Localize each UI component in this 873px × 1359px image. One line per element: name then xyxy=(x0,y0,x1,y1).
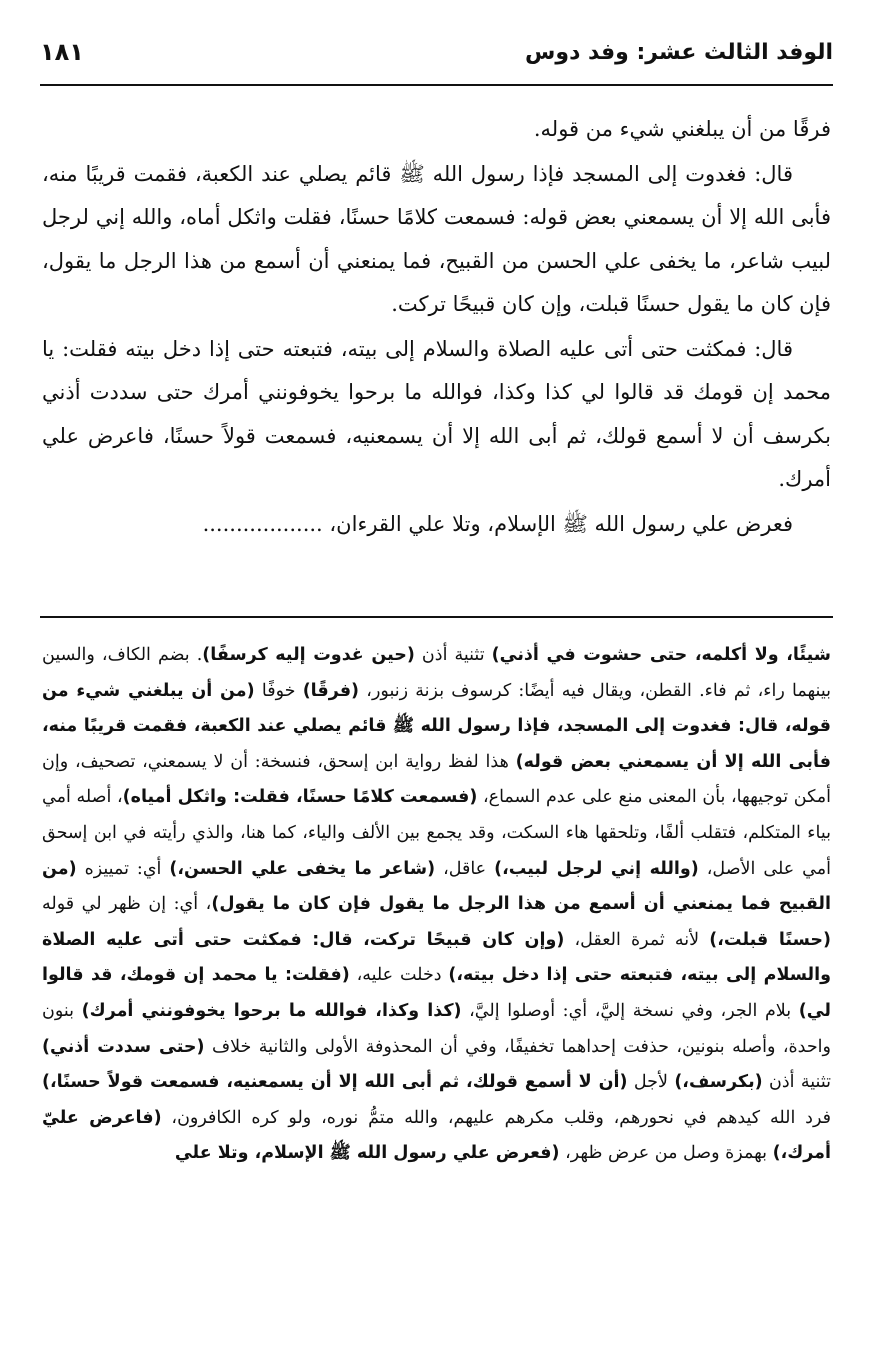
commentary-quote: (من القبيح فما يمنعني أن أسمع من هذا الرجل ما يقول فإن كان ما يقول) xyxy=(42,858,831,915)
commentary-quote: (بكرسف،) xyxy=(674,1072,763,1093)
commentary-text: بهمزة وصل من عرض ظهر، xyxy=(559,1143,773,1164)
commentary-text: بلام الجر، وفي نسخة إليَّ، أي: أوصلوا إليَّ، xyxy=(461,1000,799,1021)
commentary-quote: (فسمعت كلامًا حسنًا، فقلت: واثكل أمياه) xyxy=(122,787,478,808)
main-paragraph: فعرض علي رسول الله ﷺ الإسلام، وتلا علي القرءان، .................. xyxy=(202,511,793,536)
commentary-quote: (من أن يبلغني شيء من قوله، قال: فغدوت إلى المسجد، فإذا رسول الله ﷺ قائم يصلي عند الكعبة، فقمت قريبًا منه، فأبى الله إلا أن يسمعني بعض قوله) xyxy=(42,680,831,772)
commentary-text: خوفًا xyxy=(254,680,303,701)
commentary-quote: (فقلت: يا محمد إن قومك، قد قالوا لي) xyxy=(42,965,831,1021)
commentary-text: . بضم الكاف، والسين بينهما راء، ثم فاء. القطن، ويقال فيه أيضًا: كرسوف بزنة زنبور، xyxy=(42,645,831,701)
commentary-quote: شيئًا، ولا أكلمه، حتى حشوت في أذني) xyxy=(491,645,831,665)
commentary-quote: (حتى سددت أذني) xyxy=(42,1036,205,1057)
commentary-quote: (أن لا أسمع قولك، ثم أبى الله إلا أن يسمعنيه، فسمعت قولاً حسنًا،) xyxy=(42,1072,628,1093)
main-paragraph: فرقًا من أن يبلغني شيء من قوله. xyxy=(533,117,831,141)
main-paragraph: قال: فمكثت حتى أتى عليه الصلاة والسلام إلى بيته، فتبعته حتى إذا دخل بيته فقلت: يا محمد إن قومك قد قالوا لي كذا وكذا، فوالله ما برحوا يخوفونني أمرك حتى سددت أذني بكرسف أن لا أسمع قولك، ثم أبى الله إلا أن يسمعنيه، فسمعت قولاً حسنًا، فاعرض علي أمرك. xyxy=(42,336,831,491)
commentary-quote: (حين غدوت إليه كرسفًا) xyxy=(202,645,415,665)
commentary-text: ، أي: إن ظهر لي قوله xyxy=(42,894,212,915)
commentary-text: لأنه ثمرة العقل، xyxy=(564,929,710,950)
commentary-quote: (كذا وكذا، فوالله ما برحوا يخوفونني أمرك) xyxy=(81,1000,462,1021)
commentary-text: لأجل xyxy=(627,1072,675,1093)
main-paragraph: قال: فغدوت إلى المسجد فإذا رسول الله ﷺ قائم يصلي عند الكعبة، فقمت قريبًا منه، فأبى الله إلا أن يسمعني بعض قوله: فسمعت كلامًا حسنًا، فقلت واثكل أماه، والله إني لرجل لبيب شاعر، ما يخفى علي الحسن من القبيح، فما يمنعني أن أسمع من هذا الرجل ما يقول، فإن كان ما يقول حسنًا قبلت، وإن كان قبيحًا تركت. xyxy=(42,161,831,316)
commentary-text: ، أصله أمي بياء المتكلم، فتقلب ألفًا، وتلحقها هاء السكت، وقد يجمع بين الألف والياء، كما هنا، والذي رأيته في ابن إسحق أمي على الأصل، xyxy=(42,787,831,879)
commentary-quote: (فرقًا) xyxy=(302,680,360,701)
page-header xyxy=(40,34,833,82)
commentary-quote: (فعرض علي رسول الله ﷺ الإسلام، وتلا علي xyxy=(174,1143,560,1164)
commentary-text: تثنية أذن xyxy=(414,645,492,665)
commentary-text: فرد الله كيدهم في نحورهم، وقلب مكرهم عليهم، والله متمُّ نوره، ولو كره الكافرون، xyxy=(161,1107,831,1128)
commentary-text: عاقل، xyxy=(435,858,495,879)
commentary-text: بنون واحدة، وأصله بنونين، حذفت إحداهما تخفيفًا، وفي أن المحذوفة الأولى والثانية خلاف xyxy=(42,1000,831,1057)
commentary-quote: (شاعر ما يخفى علي الحسن،) xyxy=(169,858,436,879)
header-rule xyxy=(40,84,833,86)
page-number: ١٨١ xyxy=(40,38,84,66)
commentary-text: دخلت عليه، xyxy=(349,965,449,986)
commentary-quote: (والله إني لرجل لبيب،) xyxy=(494,858,699,879)
commentary-quote: (فاعرض عليّ أمرك،) xyxy=(42,1107,831,1164)
commentary-text: هذا لفظ رواية ابن إسحق، فنسخة: أن لا يسمعني، تصحيف، وإن أمكن توجيهها، بأن المعنى منع على عدم السماع، xyxy=(42,751,832,808)
commentary-text: أي: تمييزه xyxy=(76,858,170,879)
commentary-quote: (وإن كان قبيحًا تركت، قال: فمكثت حتى أتى عليه الصلاة والسلام إلى بيته، فتبعته حتى إذا دخل بيته،) xyxy=(42,929,831,986)
commentary-quote: (حسنًا قبلت،) xyxy=(709,929,831,950)
commentary-text: تثنية أذن xyxy=(762,1072,831,1093)
footnote-commentary xyxy=(42,638,831,1172)
running-title: الوفد الثالث عشر: وفد دوس xyxy=(525,40,833,65)
footnote-rule xyxy=(40,616,833,618)
main-text xyxy=(42,108,831,546)
